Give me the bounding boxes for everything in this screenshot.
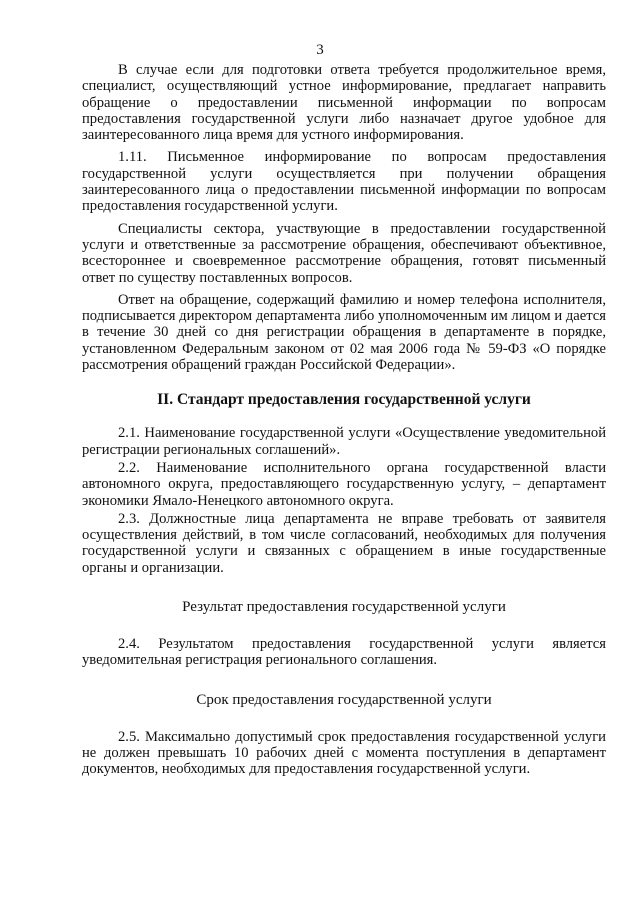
paragraph-service-name: 2.1. Наименование государственной услуги «Осуществление уведомительной регистрации региональных соглашений». xyxy=(82,425,606,458)
paragraph-written-info: 1.11. Письменное информирование по вопросам предоставления государственной услуги осуществляется при получении обращения заинтересованного лица о предоставлении письменной информации по вопросам предоставления государственной услуги. xyxy=(82,149,606,215)
paragraph-service-result: 2.4. Результатом предоставления государственной услуги является уведомительная регистрация регионального соглашения. xyxy=(82,636,606,669)
paragraph-executive-body: 2.2. Наименование исполнительного органа государственной власти автономного округа, предоставляющего государственную услугу, – департамент экономики Ямало-Ненецкого автономного округа. xyxy=(82,459,606,509)
document-body xyxy=(82,62,606,778)
subheading-service-term: Срок предоставления государственной услуги xyxy=(196,691,492,708)
paragraph-service-term: 2.5. Максимально допустимый срок предоставления государственной услуги не должен превышать 10 рабочих дней с момента поступления в департамент документов, необходимых для предоставления государственной услуги. xyxy=(82,728,606,778)
subheading-service-result: Результат предоставления государственной услуги xyxy=(182,599,506,616)
paragraph-response-signing: Ответ на обращение, содержащий фамилию и номер телефона исполнителя, подписывается директором департамента либо уполномоченным им лицом и дается в течение 30 дней со дня регистрации обращения в департаменте в порядке, установленном Федеральным законом от 02 мая 2006 года № 59-ФЗ «О порядке рассмотрения обращений граждан Российской Федерации». xyxy=(82,291,606,374)
page-number: 3 xyxy=(316,42,324,58)
paragraph-oral-info-delay: В случае если для подготовки ответа требуется продолжительное время, специалист, осуществляющий устное информирование, предлагает направить обращение о предоставлении письменной информации по вопросам предоставления государственной услуги либо назначает другое удобное для заинтересованного лица время для устного информирования. xyxy=(82,62,606,144)
section-heading-standard: II. Стандарт предоставления государственной услуги xyxy=(157,391,531,409)
paragraph-officials-restrictions: 2.3. Должностные лица департамента не вправе требовать от заявителя осуществления действий, в том числе согласований, необходимых для получения государственной услуги и связанных с обращением в иные государственные органы и организации. xyxy=(82,510,606,576)
paragraph-sector-specialists: Специалисты сектора, участвующие в предоставлении государственной услуги и ответственные за рассмотрение обращения, обеспечивают объективное, всестороннее и своевременное рассмотрение обращения, готовят письменный ответ по существу поставленных вопросов. xyxy=(82,220,606,286)
